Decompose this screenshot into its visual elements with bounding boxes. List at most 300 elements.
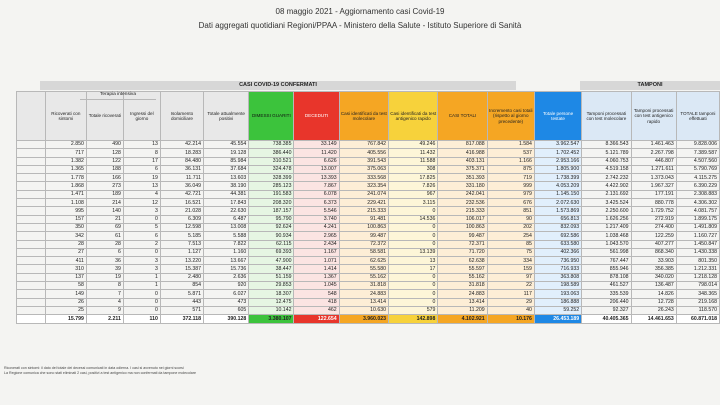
table-cell: 11.711 <box>160 174 203 182</box>
table-cell: 17.825 <box>389 174 438 182</box>
table-cell: 2.965 <box>294 232 339 240</box>
table-cell: 17 <box>123 157 160 165</box>
table-cell: 548 <box>294 290 339 298</box>
totals-row <box>17 315 720 324</box>
table-cell: 11.420 <box>294 149 339 157</box>
table-cell: 342 <box>45 232 86 240</box>
region-cell <box>17 248 46 256</box>
table-cell: 14.536 <box>389 215 438 223</box>
table-cell: 12.598 <box>160 223 203 231</box>
footnotes <box>4 366 196 376</box>
table-row <box>17 215 720 223</box>
table-cell: 69 <box>86 223 123 231</box>
table-cell: 128 <box>86 149 123 157</box>
table-cell: 1.430.338 <box>676 248 719 256</box>
table-cell: 676 <box>487 199 534 207</box>
table-cell: 0 <box>389 298 438 306</box>
table-cell: 1.450.847 <box>676 240 719 248</box>
table-cell: 285.123 <box>249 182 294 190</box>
table-cell: 85 <box>487 240 534 248</box>
table-cell: 880.778 <box>631 199 676 207</box>
table-row <box>17 199 720 207</box>
table-cell: 191.583 <box>249 190 294 198</box>
table-cell: 17 <box>389 265 438 273</box>
table-cell: 71.720 <box>438 248 487 256</box>
table-cell: 47.900 <box>249 257 294 265</box>
table-cell: 27 <box>45 248 86 256</box>
table-cell: 12 <box>123 199 160 207</box>
table-cell: 1.805.900 <box>534 165 581 173</box>
table-cell: 37.684 <box>204 165 249 173</box>
table-row <box>17 273 720 281</box>
col-header: DECEDUTI <box>294 92 339 141</box>
table-cell: 4.060.753 <box>582 157 631 165</box>
region-cell <box>17 174 46 182</box>
table-cell: 967 <box>389 190 438 198</box>
report-date-title: 08 maggio 2021 - Aggiornamento casi Covid-19 <box>275 7 445 16</box>
table-cell: 1.271.611 <box>631 165 676 173</box>
region-cell <box>17 298 46 306</box>
table-cell: 462 <box>294 306 339 314</box>
table-cell: 999 <box>487 182 534 190</box>
table-cell: 5 <box>123 223 160 231</box>
table-cell: 214 <box>86 199 123 207</box>
table-cell: 10.630 <box>339 306 388 314</box>
table-cell: 202 <box>487 223 534 231</box>
table-cell: 51.159 <box>249 273 294 281</box>
totals-cell: 26.453.189 <box>534 315 581 324</box>
region-cell <box>17 273 46 281</box>
table-cell: 5.185 <box>160 232 203 240</box>
table-cell: 49.246 <box>389 141 438 149</box>
table-row <box>17 282 720 290</box>
table-cell: 24.883 <box>438 290 487 298</box>
totals-label-cell <box>17 315 46 324</box>
table-cell: 26.243 <box>631 306 676 314</box>
table-cell: 91.481 <box>339 215 388 223</box>
table-cell: 1.491.809 <box>676 223 719 231</box>
table-cell: 736.950 <box>534 257 581 265</box>
table-cell: 198.589 <box>534 282 581 290</box>
table-cell: 1.868 <box>45 182 86 190</box>
table-cell: 633.580 <box>534 240 581 248</box>
table-cell: 36 <box>86 257 123 265</box>
table-cell: 738.385 <box>249 141 294 149</box>
table-cell: 1.217.409 <box>582 223 631 231</box>
col-header: Casi identificati da test molecolare <box>339 92 388 141</box>
table-cell: 537 <box>487 149 534 157</box>
table-cell: 1.702.452 <box>534 149 581 157</box>
table-cell: 159 <box>487 265 534 273</box>
table-cell: 254 <box>487 232 534 240</box>
table-cell: 90 <box>487 215 534 223</box>
region-cell <box>17 165 46 173</box>
table-cell: 99.487 <box>339 232 388 240</box>
table-cell: 6 <box>123 232 160 240</box>
table-row <box>17 257 720 265</box>
table-cell: 324.478 <box>249 165 294 173</box>
table-cell: 45.554 <box>204 141 249 149</box>
table-cell: 2.434 <box>294 240 339 248</box>
table-cell: 979 <box>487 190 534 198</box>
table-cell: 2.267.798 <box>631 149 676 157</box>
table-cell: 8.366.543 <box>582 141 631 149</box>
table-cell: 1.367 <box>294 273 339 281</box>
table-cell: 22.630 <box>204 207 249 215</box>
table-cell: 1.043.570 <box>582 240 631 248</box>
table-cell: 995 <box>45 207 86 215</box>
table-cell: 28 <box>86 240 123 248</box>
table-cell: 1.127 <box>160 248 203 256</box>
table-cell: 0 <box>389 232 438 240</box>
table-cell: 117 <box>487 290 534 298</box>
table-cell: 106.017 <box>438 215 487 223</box>
table-row <box>17 223 720 231</box>
table-cell: 4.507.560 <box>676 157 719 165</box>
table-cell: 6.309 <box>160 215 203 223</box>
table-cell: 3.962.547 <box>534 141 581 149</box>
table-cell: 717 <box>45 149 86 157</box>
table-cell: 2.250.600 <box>582 207 631 215</box>
table-cell: 75 <box>487 248 534 256</box>
table-cell: 767.842 <box>339 141 388 149</box>
region-cell <box>17 257 46 265</box>
table-cell: 7.822 <box>204 240 249 248</box>
table-cell: 328.399 <box>249 174 294 182</box>
table-cell: 19 <box>86 273 123 281</box>
table-cell: 0 <box>389 240 438 248</box>
table-cell: 42.214 <box>160 141 203 149</box>
table-cell: 13 <box>389 257 438 265</box>
table-cell: 561.998 <box>582 248 631 256</box>
table-cell: 140 <box>86 207 123 215</box>
table-cell: 13 <box>123 141 160 149</box>
terapia-intensiva-band: Terapia intensiva <box>80 91 156 100</box>
table-cell: 39 <box>86 265 123 273</box>
table-row <box>17 290 720 298</box>
table-cell: 11.588 <box>389 157 438 165</box>
table-cell: 14.826 <box>631 290 676 298</box>
table-cell: 1.160.727 <box>676 232 719 240</box>
table-cell: 219.168 <box>676 298 719 306</box>
table-row <box>17 174 720 182</box>
table-cell: 5.871 <box>160 290 203 298</box>
region-cell <box>17 306 46 314</box>
col-header: Incremento casi totali (rispetto al giorno precedente) <box>487 92 534 141</box>
table-cell: 6.078 <box>294 190 339 198</box>
table-cell: 15.736 <box>204 265 249 273</box>
table-cell: 1 <box>123 273 160 281</box>
table-cell: 13 <box>123 182 160 190</box>
table-cell: 375.371 <box>438 165 487 173</box>
table-row <box>17 298 720 306</box>
table-cell: 9 <box>86 306 123 314</box>
table-cell: 42.721 <box>160 190 203 198</box>
totals-cell: 15.799 <box>45 315 86 324</box>
table-row <box>17 248 720 256</box>
table-cell: 350 <box>45 223 86 231</box>
table-cell: 36.049 <box>160 182 203 190</box>
table-cell: 100.863 <box>438 223 487 231</box>
table-cell: 391.543 <box>339 157 388 165</box>
table-cell: 22 <box>487 282 534 290</box>
footnote-line: Ricoverati con sintomi: il dato del totale dei decessi comunicati in data odierna. I casi si avvenuto nei giorni scorsi <box>4 366 184 370</box>
table-cell: 273 <box>86 182 123 190</box>
table-cell: 72.372 <box>339 240 388 248</box>
col-header: Totale attualmente positivi <box>204 92 249 141</box>
table-cell: 33.149 <box>294 141 339 149</box>
table-cell: 356.385 <box>631 265 676 273</box>
table-cell: 333.568 <box>339 174 388 182</box>
table-cell: 1.167 <box>294 248 339 256</box>
table-cell: 443 <box>160 298 203 306</box>
table-cell: 12.728 <box>631 298 676 306</box>
region-cell <box>17 282 46 290</box>
table-cell: 5.790.769 <box>676 165 719 173</box>
table-cell: 2.072.630 <box>534 199 581 207</box>
table-cell: 411 <box>45 257 86 265</box>
table-cell: 331.180 <box>438 182 487 190</box>
table-cell: 206.440 <box>582 298 631 306</box>
table-cell: 193.063 <box>534 290 581 298</box>
table-cell: 3 <box>123 207 160 215</box>
table-cell: 12.475 <box>249 298 294 306</box>
col-header: Tamponi processati con test molecolare <box>582 92 631 141</box>
table-cell: 386.440 <box>249 149 294 157</box>
table-row <box>17 165 720 173</box>
table-cell: 1.160 <box>204 248 249 256</box>
table-cell: 40 <box>487 306 534 314</box>
table-cell: 719 <box>487 174 534 182</box>
table-cell: 0 <box>123 248 160 256</box>
table-cell: 363.808 <box>534 273 581 281</box>
table-cell: 6.373 <box>294 199 339 207</box>
table-cell: 3.425.524 <box>582 199 631 207</box>
table-row <box>17 240 720 248</box>
table-cell: 1.899.175 <box>676 215 719 223</box>
table-cell: 13.008 <box>204 223 249 231</box>
table-cell: 473 <box>204 298 249 306</box>
table-cell: 4.519.158 <box>582 165 631 173</box>
table-cell: 878.108 <box>582 273 631 281</box>
table-row <box>17 149 720 157</box>
totals-cell: 10.176 <box>487 315 534 324</box>
table-cell: 461.527 <box>582 282 631 290</box>
table-cell: 13.220 <box>160 257 203 265</box>
region-cell <box>17 215 46 223</box>
table-cell: 1.166 <box>487 157 534 165</box>
table-cell: 334 <box>487 257 534 265</box>
table-cell: 5.588 <box>204 232 249 240</box>
table-cell: 2.480 <box>160 273 203 281</box>
table-cell: 1.573.869 <box>534 207 581 215</box>
table-cell: 9.828.006 <box>676 141 719 149</box>
table-cell: 95.790 <box>249 215 294 223</box>
table-cell: 2.953.166 <box>534 157 581 165</box>
totals-cell: 40.405.365 <box>582 315 631 324</box>
table-cell: 122 <box>86 157 123 165</box>
table-cell: 157 <box>45 215 86 223</box>
table-cell: 416.988 <box>438 149 487 157</box>
table-cell: 13.667 <box>204 257 249 265</box>
table-cell: 58.581 <box>339 248 388 256</box>
covid-data-table-wrapper <box>16 91 720 324</box>
table-cell: 55.580 <box>339 265 388 273</box>
totals-cell: 3.380.107 <box>249 315 294 324</box>
table-cell: 8 <box>123 149 160 157</box>
region-cell <box>17 141 46 149</box>
region-cell <box>17 149 46 157</box>
table-cell: 1.382 <box>45 157 86 165</box>
totals-cell: 14.461.653 <box>631 315 676 324</box>
table-cell: 18.283 <box>160 149 203 157</box>
table-cell: 579 <box>389 306 438 314</box>
table-cell: 187.157 <box>249 207 294 215</box>
table-row <box>17 182 720 190</box>
table-cell: 1.626.256 <box>582 215 631 223</box>
totals-cell: 110 <box>123 315 160 324</box>
table-cell: 402.366 <box>534 248 581 256</box>
table-cell: 0 <box>123 215 160 223</box>
table-cell: 18.307 <box>249 290 294 298</box>
table-cell: 13.603 <box>204 174 249 182</box>
table-row <box>17 207 720 215</box>
table-cell: 1.471 <box>45 190 86 198</box>
col-header: Ricoverati con sintomi <box>45 92 86 141</box>
table-cell: 7.513 <box>160 240 203 248</box>
table-cell: 1.038.468 <box>582 232 631 240</box>
table-row <box>17 157 720 165</box>
table-cell: 25 <box>45 306 86 314</box>
table-cell: 16.521 <box>160 199 203 207</box>
table-cell: 817.088 <box>438 141 487 149</box>
table-cell: 0 <box>123 298 160 306</box>
table-cell: 1.414 <box>294 265 339 273</box>
col-header: Ingressi del giorno <box>123 92 160 141</box>
table-cell: 4.241 <box>294 223 339 231</box>
report-subtitle: Dati aggregati quotidiani Regioni/PPAA - Ministero della Salute - Istituto Superiore di Sanità <box>198 21 522 30</box>
table-cell: 340.020 <box>631 273 676 281</box>
table-cell: 13.414 <box>438 298 487 306</box>
table-cell: 6 <box>123 165 160 173</box>
table-cell: 0 <box>389 223 438 231</box>
table-cell: 69.393 <box>249 248 294 256</box>
table-row <box>17 141 720 149</box>
col-header: Totale persone testate <box>534 92 581 141</box>
table-cell: 3.115 <box>389 199 438 207</box>
table-row <box>17 190 720 198</box>
totals-cell: 390.128 <box>204 315 249 324</box>
table-cell: 72.371 <box>438 240 487 248</box>
table-cell: 403.131 <box>438 157 487 165</box>
table-cell: 2 <box>123 240 160 248</box>
table-cell: 1.365 <box>45 165 86 173</box>
table-cell: 0 <box>123 306 160 314</box>
table-cell: 4.081.757 <box>676 207 719 215</box>
table-cell: 2.742.232 <box>582 174 631 182</box>
table-cell: 29 <box>487 298 534 306</box>
table-cell: 62.625 <box>339 257 388 265</box>
table-cell: 418 <box>294 298 339 306</box>
table-cell: 656.813 <box>534 215 581 223</box>
table-cell: 3 <box>123 265 160 273</box>
table-cell: 19.128 <box>204 149 249 157</box>
table-cell: 920 <box>204 282 249 290</box>
table-cell: 798.014 <box>676 282 719 290</box>
table-cell: 90.934 <box>249 232 294 240</box>
table-cell: 24.883 <box>339 290 388 298</box>
table-cell: 242.041 <box>438 190 487 198</box>
table-cell: 7 <box>86 290 123 298</box>
table-cell: 4.306.302 <box>676 199 719 207</box>
table-cell: 7.867 <box>294 182 339 190</box>
table-cell: 84.480 <box>160 157 203 165</box>
table-cell: 11.209 <box>438 306 487 314</box>
table-cell: 232.536 <box>438 199 487 207</box>
table-cell: 335.539 <box>582 290 631 298</box>
table-cell: 92.327 <box>582 306 631 314</box>
table-cell: 85.984 <box>204 157 249 165</box>
table-cell: 490 <box>86 141 123 149</box>
table-cell: 855.946 <box>582 265 631 273</box>
table-cell: 854 <box>160 282 203 290</box>
table-cell: 2.636 <box>204 273 249 281</box>
table-cell: 323.354 <box>339 182 388 190</box>
table-cell: 31.818 <box>438 282 487 290</box>
table-cell: 1.373.043 <box>631 174 676 182</box>
region-cell <box>17 199 46 207</box>
col-header: DIMESSI GUARITI <box>249 92 294 141</box>
table-cell: 308 <box>389 165 438 173</box>
table-cell: 2.308.883 <box>676 190 719 198</box>
table-cell: 6.390.229 <box>676 182 719 190</box>
table-cell: 5.121.789 <box>582 149 631 157</box>
table-cell: 6 <box>86 248 123 256</box>
table-cell: 92.624 <box>249 223 294 231</box>
table-cell: 28 <box>45 240 86 248</box>
table-cell: 1.584 <box>487 141 534 149</box>
confirmed-cases-band: CASI COVID-19 CONFERMATI <box>40 81 516 90</box>
table-cell: 875 <box>487 165 534 173</box>
table-row <box>17 232 720 240</box>
totals-cell: 372.118 <box>160 315 203 324</box>
table-cell: 1.778 <box>45 174 86 182</box>
table-cell: 1.967.327 <box>631 182 676 190</box>
table-cell: 1 <box>123 282 160 290</box>
table-cell: 832.093 <box>534 223 581 231</box>
table-cell: 229.421 <box>339 199 388 207</box>
table-cell: 189 <box>86 190 123 198</box>
table-cell: 767.447 <box>582 257 631 265</box>
table-cell: 97 <box>487 273 534 281</box>
totals-cell: 60.871.018 <box>676 315 719 324</box>
table-cell: 13.414 <box>339 298 388 306</box>
table-cell: 186.888 <box>534 298 581 306</box>
table-cell: 21 <box>86 215 123 223</box>
totals-cell: 142.898 <box>389 315 438 324</box>
table-cell: 44.381 <box>204 190 249 198</box>
totals-cell: 122.654 <box>294 315 339 324</box>
table-cell: 5.546 <box>294 207 339 215</box>
region-cell <box>17 182 46 190</box>
region-cell <box>17 207 46 215</box>
table-cell: 29.853 <box>249 282 294 290</box>
table-cell: 375.063 <box>339 165 388 173</box>
table-cell: 801.350 <box>676 257 719 265</box>
col-header: Isolamento domiciliare <box>160 92 203 141</box>
table-cell: 351.393 <box>438 174 487 182</box>
table-cell: 3 <box>123 257 160 265</box>
